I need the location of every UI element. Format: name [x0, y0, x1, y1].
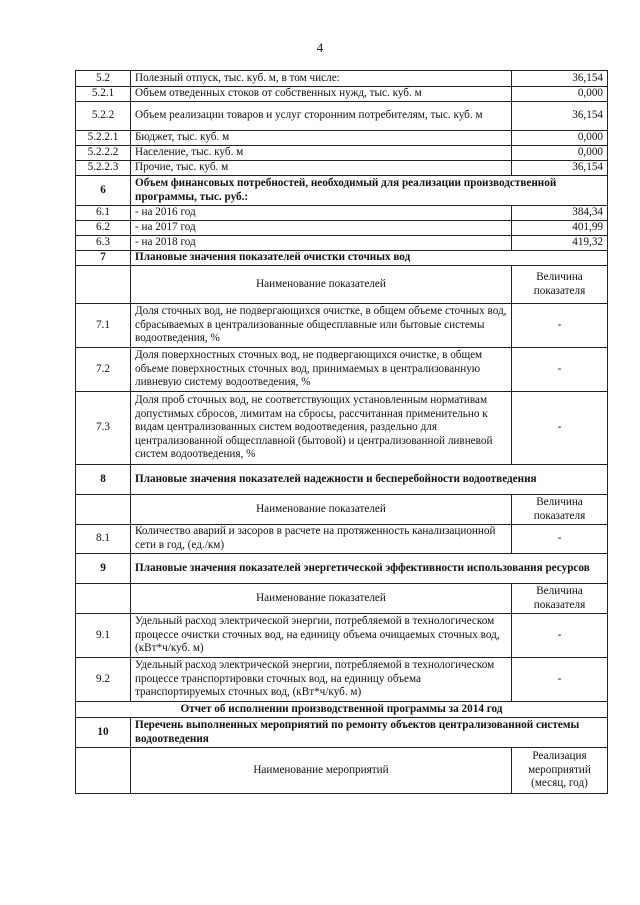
table-row	[76, 131, 608, 146]
row-number: 5.2	[76, 71, 131, 87]
section-row	[76, 251, 608, 266]
program-table-body	[76, 71, 608, 794]
column-header-row	[76, 748, 608, 794]
row-number: 5.2.2.1	[76, 131, 131, 146]
table-row	[76, 348, 608, 392]
report-title-row	[76, 702, 608, 718]
row-number: 5.2.1	[76, 87, 131, 102]
indicator-name: Объем отведенных стоков от собственных нужд, тыс. куб. м	[131, 87, 512, 102]
indicator-value: -	[512, 304, 608, 348]
indicator-name: Доля поверхностных сточных вод, не подвергающихся очистке, в общем объеме поверхностных сточных вод, принимаемых в централизованную ливневую систему водоотведения, %	[131, 348, 512, 392]
section-number: 10	[76, 718, 131, 748]
section-title: Перечень выполненных мероприятий по ремонту объектов централизованной системы водоотведения	[131, 718, 608, 748]
indicator-name: Удельный расход электрической энергии, потребляемой в технологическом процессе очистки сточных вод, на единицу объема очищаемых сточных вод, (кВт*ч/куб. м)	[131, 614, 512, 658]
indicator-value: 0,000	[512, 87, 608, 102]
indicator-name: Объем реализации товаров и услуг сторонним потребителям, тыс. куб. м	[131, 102, 512, 131]
table-row	[76, 525, 608, 554]
column-header-row	[76, 266, 608, 304]
column-header-row	[76, 495, 608, 525]
table-row	[76, 304, 608, 348]
indicator-name: Доля проб сточных вод, не соответствующих установленным нормативам допустимых сбросов, лимитам на сбросы, рассчитанная применительно к видам централизованных систем водоотведения, раздельно для централизованной общесплавной (бытовой) и централизованной ливневой систем водоотведения, %	[131, 392, 512, 465]
indicator-value: 0,000	[512, 146, 608, 161]
header-blank-cell	[76, 495, 131, 525]
section-number: 6	[76, 176, 131, 206]
header-value: Величина показателя	[512, 584, 608, 614]
row-number: 6.2	[76, 221, 131, 236]
column-header-row	[76, 584, 608, 614]
indicator-value: -	[512, 392, 608, 465]
indicator-name: Удельный расход электрической энергии, потребляемой в технологическом процессе транспортировки сточных вод, на единицу объема транспортируемых сточных вод, (кВт*ч/куб. м)	[131, 658, 512, 702]
row-number: 7.2	[76, 348, 131, 392]
page-number: 4	[316, 40, 324, 55]
row-number: 5.2.2.3	[76, 161, 131, 176]
report-title: Отчет об исполнении производственной программы за 2014 год	[76, 702, 608, 718]
header-blank-cell	[76, 266, 131, 304]
indicator-value: 36,154	[512, 102, 608, 131]
header-value: Реализация мероприятий (месяц, год)	[512, 748, 608, 794]
row-number: 5.2.2	[76, 102, 131, 131]
section-row	[76, 465, 608, 495]
indicator-value: -	[512, 348, 608, 392]
indicator-name: Полезный отпуск, тыс. куб. м, в том числе:	[131, 71, 512, 87]
row-number: 9.2	[76, 658, 131, 702]
indicator-name: Прочие, тыс. куб. м	[131, 161, 512, 176]
table-row	[76, 146, 608, 161]
program-table	[75, 70, 608, 794]
header-blank-cell	[76, 748, 131, 794]
table-row	[76, 236, 608, 251]
row-number: 6.3	[76, 236, 131, 251]
section-title: Объем финансовых потребностей, необходимый для реализации производственной программы, тыс. руб.:	[131, 176, 608, 206]
row-number: 8.1	[76, 525, 131, 554]
indicator-value: 0,000	[512, 131, 608, 146]
header-value: Величина показателя	[512, 495, 608, 525]
row-number: 7.1	[76, 304, 131, 348]
indicator-name: - на 2018 год	[131, 236, 512, 251]
indicator-value: 384,34	[512, 206, 608, 221]
table-row	[76, 71, 608, 87]
row-number: 5.2.2.2	[76, 146, 131, 161]
indicator-value: 401,99	[512, 221, 608, 236]
section-row	[76, 718, 608, 748]
table-row	[76, 221, 608, 236]
header-name: Наименование показателей	[131, 584, 512, 614]
header-name: Наименование мероприятий	[131, 748, 512, 794]
table-row	[76, 87, 608, 102]
row-number: 7.3	[76, 392, 131, 465]
section-title: Плановые значения показателей энергетической эффективности использования ресурсов	[131, 554, 608, 584]
section-number: 8	[76, 465, 131, 495]
indicator-value: 419,32	[512, 236, 608, 251]
indicator-name: Количество аварий и засоров в расчете на протяженность канализационной сети в год, (ед./км)	[131, 525, 512, 554]
table-row	[76, 206, 608, 221]
header-name: Наименование показателей	[131, 495, 512, 525]
section-number: 9	[76, 554, 131, 584]
row-number: 6.1	[76, 206, 131, 221]
indicator-value: -	[512, 525, 608, 554]
indicator-name: - на 2017 год	[131, 221, 512, 236]
table-row	[76, 392, 608, 465]
row-number: 9.1	[76, 614, 131, 658]
section-number: 7	[76, 251, 131, 266]
section-title: Плановые значения показателей очистки сточных вод	[131, 251, 608, 266]
header-name: Наименование показателей	[131, 266, 512, 304]
section-title: Плановые значения показателей надежности и бесперебойности водоотведения	[131, 465, 608, 495]
header-blank-cell	[76, 584, 131, 614]
indicator-value: 36,154	[512, 161, 608, 176]
header-value: Величина показателя	[512, 266, 608, 304]
section-row	[76, 176, 608, 206]
table-row	[76, 102, 608, 131]
indicator-value: -	[512, 614, 608, 658]
section-row	[76, 554, 608, 584]
indicator-name: Доля сточных вод, не подвергающихся очистке, в общем объеме сточных вод, сбрасываемых в централизованные общесплавные или бытовые системы водоотведения, %	[131, 304, 512, 348]
table-row	[76, 614, 608, 658]
indicator-value: -	[512, 658, 608, 702]
indicator-value: 36,154	[512, 71, 608, 87]
indicator-name: Бюджет, тыс. куб. м	[131, 131, 512, 146]
table-row	[76, 161, 608, 176]
indicator-name: - на 2016 год	[131, 206, 512, 221]
table-row	[76, 658, 608, 702]
indicator-name: Население, тыс. куб. м	[131, 146, 512, 161]
